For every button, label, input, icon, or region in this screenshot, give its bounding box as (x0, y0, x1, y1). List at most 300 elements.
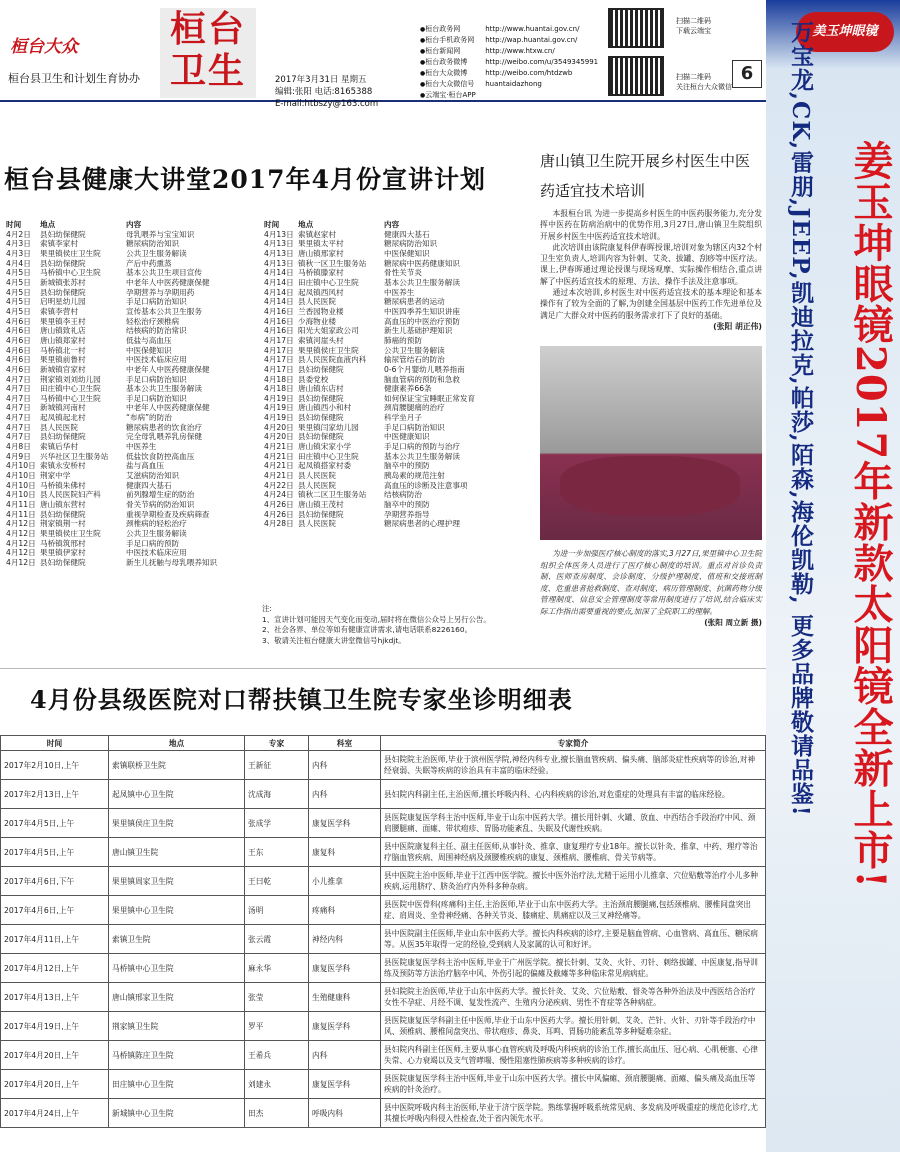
site-link-name: 云端宝·桓台APP (425, 91, 476, 99)
bullet-icon: ● (420, 26, 426, 33)
schedule-date: 4月21日 (264, 442, 294, 452)
schedule-date: 4月17日 (264, 355, 294, 365)
schedule-place: 马桥镇中心卫生院 (40, 393, 101, 403)
schedule-row (6, 558, 217, 568)
schedule-row (264, 326, 475, 336)
article-title: 唐山镇卫生院开展乡村医生中医药适宜技术培训 (540, 152, 751, 200)
schedule-topic: 公共卫生服务解读 (384, 345, 445, 355)
cell-department: 康复医学科 (309, 1012, 381, 1041)
schedule-date: 4月12日 (6, 529, 36, 538)
schedule-topic: 基本公共卫生项目宣传 (126, 268, 202, 278)
cell-expert: 王曰乾 (245, 867, 309, 896)
schedule-row (264, 278, 475, 288)
schedule-place: 果里镇伊家村 (40, 548, 86, 558)
schedule-date: 4月7日 (6, 403, 31, 413)
schedule-place: 唐山镇王茂村 (298, 500, 344, 510)
cell-place: 马桥镇中心卫生院 (109, 954, 245, 983)
schedule-place: 县妇幼保健院 (298, 509, 344, 519)
schedule-topic: 手足口病的预防与治疗 (384, 442, 460, 452)
schedule-date: 4月6日 (6, 335, 31, 345)
cell-place: 索镇联桥卫生院 (109, 751, 245, 780)
schedule-row (6, 442, 217, 452)
schedule-date: 4月7日 (6, 393, 31, 403)
schedule-topic: 中医技术临床应用 (126, 548, 187, 558)
schedule-date: 4月14日 (264, 287, 294, 297)
schedule-topic: 中老年人中医药健康保健 (126, 364, 210, 374)
schedule-date: 4月5日 (6, 277, 31, 287)
schedule-place: 果里镇闫家幼儿园 (298, 422, 359, 432)
schedule-date: 4月5日 (6, 306, 31, 316)
schedule-date: 4月11日 (6, 500, 36, 510)
schedule-place: 县妇幼保健院 (298, 364, 344, 374)
schedule-date: 4月26日 (264, 509, 294, 519)
schedule-date: 4月14日 (264, 268, 294, 278)
cell-profile: 县医院康复医学科副主任中医师,毕业于山东中医药大学。擅长用针刺、艾灸、芒针、火针、刃针等手段治疗中风、颈椎病、腰椎间盘突出、带状疱疹、鼻炎、耳鸣、胃肠功能紊乱等多种疑难杂症。 (381, 1012, 766, 1041)
schedule-place: 县妇幼保健院 (298, 413, 344, 423)
schedule-row (264, 297, 475, 307)
cell-department: 神经内科 (309, 925, 381, 954)
schedule-topic: 0-6个月婴幼儿喂养指南 (384, 364, 465, 374)
qr2-caption-line2: 关注桓台大众微信 (676, 83, 732, 91)
schedule-row (264, 307, 475, 317)
schedule-row (6, 500, 217, 510)
schedule-row (6, 297, 217, 307)
schedule-row (264, 288, 475, 298)
schedule-note: 注: (262, 604, 272, 613)
schedule-row (6, 336, 217, 346)
schedule-row (6, 230, 217, 240)
schedule-date: 4月6日 (6, 355, 31, 365)
schedule-place: 唐山镇东店村 (298, 384, 344, 394)
qr1-caption (676, 16, 711, 36)
schedule-place: 索镇李家村 (40, 239, 78, 249)
section-brand (160, 8, 256, 98)
schedule-date: 4月16日 (264, 316, 294, 326)
schedule-topic: 骨关节病的防治知识 (126, 500, 195, 510)
schedule-date: 4月12日 (6, 548, 36, 558)
cell-place: 果里镇周家卫生院 (109, 867, 245, 896)
schedule-topic: 重视孕期检查及疾病筛查 (126, 509, 210, 519)
schedule-row (6, 481, 217, 491)
schedule-place: 马桥镇筑邢村 (40, 538, 86, 548)
cell-department: 康复科 (309, 838, 381, 867)
schedule-row (6, 365, 217, 375)
site-link-row (420, 35, 598, 46)
schedule-topic: 糖尿病患者的饮食治疗 (126, 422, 202, 432)
schedule-date: 4月10日 (6, 480, 36, 490)
schedule-row (6, 375, 217, 385)
cell-department: 呼吸内科 (309, 1099, 381, 1128)
schedule-place: 启明星幼儿园 (40, 297, 86, 307)
cell-expert: 田杰 (245, 1099, 309, 1128)
issue-meta (275, 74, 378, 110)
cell-profile: 县妇院院主治医师,毕业于滨州医学院,神经内科专业,擅长脑血管疾病、偏头痛、脑部炎症性疾病等的诊治,对神经衰弱、失眠等疾病的诊治具有丰富的临床经验。 (381, 751, 766, 780)
site-link-name: 桓台政务微博 (425, 58, 468, 66)
cell-expert: 汤明 (245, 896, 309, 925)
schedule-topic: 脑血管病的预防和急救 (384, 374, 460, 384)
cell-expert: 刘建永 (245, 1070, 309, 1099)
schedule-place: 镇秋一区卫生服务站 (298, 258, 367, 268)
schedule-place: 阳光大姐家政公司 (298, 326, 359, 336)
schedule-date: 4月5日 (6, 297, 31, 307)
schedule-place: 马桥镇中心卫生院 (40, 268, 101, 278)
schedule-place: 果里镇侯庄卫生院 (298, 345, 359, 355)
col-header-expert: 专家 (245, 736, 309, 751)
schedule-date: 4月19日 (264, 413, 294, 423)
schedule-row (264, 317, 475, 327)
cell-expert: 王新征 (245, 751, 309, 780)
schedule-row (6, 307, 217, 317)
schedule-date: 4月7日 (6, 384, 31, 394)
schedule-date: 4月10日 (6, 471, 36, 481)
cell-department: 生殖健康科 (309, 983, 381, 1012)
schedule-title: 桓台县健康大讲堂2017年4月份宣讲计划 (4, 165, 486, 194)
schedule-topic: 前列腺增生症的防治 (126, 490, 195, 500)
editor-line: 编辑:张阳 电话:8165388 (275, 87, 373, 97)
table-row (1, 896, 766, 925)
schedule-row (264, 268, 475, 278)
schedule-date: 4月16日 (264, 306, 294, 316)
schedule-place: 县人民医院血液内科 (298, 355, 367, 365)
cell-profile: 县妇院院主治医师,毕业于山东中医药大学。擅长针灸、艾灸、穴位贴敷、督灸等各种外治法及中西医结合治疗女性不孕症、月经不调、复发性流产、生殖内分泌疾病、男性不育症等各种病症。 (381, 983, 766, 1012)
schedule-date: 4月9日 (6, 451, 31, 461)
schedule-row (6, 326, 217, 336)
cell-expert: 麻永华 (245, 954, 309, 983)
schedule-row (6, 249, 217, 259)
schedule-date: 4月13日 (264, 248, 294, 258)
cell-profile: 县妇院内科副主任,主治医师,擅长呼吸内科、心内科疾病的诊治,对危重症的处理具有丰富的临床经验。 (381, 780, 766, 809)
cell-place: 唐山镇卫生院 (109, 838, 245, 867)
article-byline: (张阳 胡正伟) (713, 321, 762, 331)
schedule-topic: 新生儿基础护理知识 (384, 326, 453, 336)
schedule-place: 县妇幼保健院 (40, 509, 86, 519)
schedule-row (6, 471, 217, 481)
schedule-date: 4月17日 (264, 364, 294, 374)
table-row (1, 838, 766, 867)
schedule-date: 4月5日 (6, 268, 31, 278)
schedule-place: 果里镇前鲁村 (40, 355, 86, 365)
schedule-place: 县妇幼保健院 (298, 393, 344, 403)
schedule-place: 唐山镇致礼店 (40, 326, 86, 336)
cell-department: 康复医学科 (309, 809, 381, 838)
article-paragraph: 本报桓台讯 为进一步提高乡村医生的中医药服务能力,充分发挥中医药在防病治病中的优势作用,3月27日,唐山镇卫生院组织开展乡村医生中医药适宜技术培训。 (540, 209, 762, 241)
schedule-topic: 盐与高血压 (126, 461, 164, 471)
cell-profile: 县医院中医骨科(疼痛科)主任,主治医师,毕业于山东中医药大学。主治颈肩腰腿痛,包括颈椎病、腰椎间盘突出症、肩周炎、坐骨神经痛、各种关节炎、膝痛症、肌痛症以及三叉神经痛等。 (381, 896, 766, 925)
schedule-row (264, 355, 475, 365)
bullet-icon: ● (420, 48, 426, 55)
cell-expert: 张成学 (245, 809, 309, 838)
table-row (1, 809, 766, 838)
schedule-topic: 手足口病的预防 (126, 538, 180, 548)
schedule-topic: 产后中药熏蒸 (126, 258, 172, 268)
caption-text: 为进一步加强医疗核心制度的落实,3月27日,果里镇中心卫生院组织全体医务人员进行了医疗核心制度的培训。重点对首诊负责制、医师查房制度、会诊制度、分级护理制度、值班和交接班制度、危重患者抢救制度、查对制度、病历管理制度、抗菌药物分级管理制度、信息安全管理制度等常用制度进行了培训,结合临床实际工作指出需要重视的要点,加深了全院职工的理解。 (540, 549, 762, 616)
bullet-icon: ● (420, 81, 426, 88)
caption-byline: (张阳 周立新 摄) (704, 618, 762, 627)
schedule-place: 镇秋二区卫生服务站 (298, 490, 367, 500)
site-link-name: 桓台大众微博 (425, 69, 468, 77)
paper-logo: 桓台大众 (10, 37, 78, 57)
schedule-row (264, 500, 475, 510)
cell-expert: 王东 (245, 838, 309, 867)
cell-time: 2017年4月5日,上午 (1, 838, 109, 867)
schedule-row (264, 432, 475, 442)
schedule-date: 4月12日 (6, 519, 36, 529)
schedule-row (6, 413, 217, 423)
qr2-caption (676, 72, 732, 92)
conference-table (560, 456, 740, 516)
schedule-row (264, 230, 475, 240)
schedule-topic: 轻松治疗颈椎病 (126, 316, 180, 326)
schedule-note: 1、宣讲计划可能因天气变化而变动,届时将在微信公众号上另行公告。 (262, 614, 491, 624)
brand-line-1: 桓台 (169, 8, 246, 50)
schedule-place: 田庄镇中心卫生院 (40, 384, 101, 394)
cell-time: 2017年4月20日,上午 (1, 1070, 109, 1099)
schedule-row (264, 259, 475, 269)
schedule-topic: 中医健康知识 (384, 432, 430, 442)
schedule-place: 起凤镇搭家村委 (298, 461, 352, 471)
cell-department: 小儿推拿 (309, 867, 381, 896)
cell-place: 果里镇中心卫生院 (109, 896, 245, 925)
cell-place: 索镇卫生院 (109, 925, 245, 954)
schedule-row (6, 259, 217, 269)
schedule-row (6, 452, 217, 462)
schedule-row (264, 375, 475, 385)
schedule-row (264, 452, 475, 462)
schedule-topic: 基本公共卫生服务解读 (384, 451, 460, 461)
schedule-date: 4月14日 (264, 277, 294, 287)
cell-expert: 王希兵 (245, 1041, 309, 1070)
schedule-topic: 手足口病防治知识 (126, 393, 187, 403)
schedule-place: 唐山镇郑家村 (40, 335, 86, 345)
schedule-row (264, 336, 475, 346)
schedule-date: 4月6日 (6, 364, 31, 374)
cell-time: 2017年4月5日,上午 (1, 809, 109, 838)
cell-time: 2017年4月6日,上午 (1, 896, 109, 925)
cell-time: 2017年4月13日,上午 (1, 983, 109, 1012)
site-link-url: huantaidazhong (485, 80, 542, 88)
cell-time: 2017年4月24日,上午 (1, 1099, 109, 1128)
schedule-topic: 中医保健知识 (126, 345, 172, 355)
schedule-date: 4月6日 (6, 345, 31, 355)
schedule-place: 县妇幼保健院 (40, 432, 86, 442)
schedule-place: 果里镇侯庄卫生院 (40, 529, 101, 538)
schedule-place: 唐山镇东营村 (40, 500, 86, 510)
cell-time: 2017年4月20日,上午 (1, 1041, 109, 1070)
schedule-date: 4月6日 (6, 316, 31, 326)
schedule-topic: 母乳喂养与宝宝知识 (126, 229, 195, 239)
schedule-date: 4月2日 (6, 229, 31, 239)
cell-profile: 县中医院主治中医师,毕业于江西中医学院。擅长中医外治疗法,尤精于运用小儿推拿、穴位贴敷等治疗小儿多种疾病,运用脐疗、脐灸治疗内外科多种杂病。 (381, 867, 766, 896)
schedule-topic: 健康四大基石 (384, 229, 430, 239)
article-paragraph: 此次培训由该院康复科伊春晖授课,培训对象为辖区内32个村卫生室负责人,培训内容为针刺、艾灸、拔罐、刮痧等中医疗法。课上,伊春晖通过理论授课与现场观摩、实际操作相结合,重点讲解了中医药适宜技术的原理、方法、操作手法及注意事项。 (540, 242, 762, 286)
cell-time: 2017年2月10日,上午 (1, 751, 109, 780)
schedule-date: 4月7日 (6, 422, 31, 432)
schedule-topic: 如何保证宝宝睡眠正常发育 (384, 393, 476, 403)
schedule-note: 2、社会各界、单位等如有健康宣讲需求,请电话联系8226160。 (262, 625, 472, 634)
schedule-row (264, 442, 475, 452)
cell-time: 2017年4月6日,下午 (1, 867, 109, 896)
schedule-place: 索镇李营村 (40, 306, 78, 316)
cell-place: 新城镇中心卫生院 (109, 1099, 245, 1128)
schedule-place: 县人民医院 (298, 519, 336, 529)
cell-profile: 县中医院康复科主任、副主任医师,从事针灸、推拿、康复理疗专业18年。擅长以针灸、推拿、中药、理疗等治疗脑血管疾病、周围神经病及颈腰椎疾病的康复、颈椎病、腰椎病、骨关节病等。 (381, 838, 766, 867)
article-paragraph: 通过本次培训,乡村医生对中医药适宜技术的基本理论和基本操作有了较为全面的了解,为创建全国基层中医药工作先进单位及满足广大群众对中医药的服务需求打下了良好的基础。 (540, 288, 762, 320)
site-link-url: http://www.huantai.gov.cn/ (485, 25, 580, 33)
site-link-name: 桓台大众微信号 (425, 80, 475, 88)
schedule-place: 果里镇侯庄卫生院 (40, 248, 101, 258)
cell-place: 荆家镇卫生院 (109, 1012, 245, 1041)
table-row (1, 983, 766, 1012)
schedule-place: 唐山镇西小和村 (298, 403, 352, 413)
schedule-topic: 科学坐月子 (384, 413, 422, 423)
schedule-row (264, 519, 475, 529)
schedule-topic: 中老年人中医药健康保健 (126, 277, 210, 287)
schedule-date: 4月21日 (264, 461, 294, 471)
schedule-header-row (6, 220, 217, 230)
schedule-place: 马桥镇朱佛村 (40, 480, 86, 490)
schedule-date: 4月26日 (264, 500, 294, 510)
cell-expert: 张云霞 (245, 925, 309, 954)
cell-place: 马桥镇陈庄卫生院 (109, 1041, 245, 1070)
schedule-topic: 中医技术临床应用 (126, 355, 187, 365)
schedule-date: 4月7日 (6, 432, 31, 442)
site-link-url: http://weibo.com/htdzwb (485, 69, 573, 77)
schedule-row (264, 510, 475, 520)
table-row (1, 751, 766, 780)
site-link-url: http://weibo.com/u/3549345991 (485, 58, 599, 66)
schedule-topic: 孕期营养与孕期用药 (126, 287, 195, 297)
schedule-date: 4月3日 (6, 239, 31, 249)
schedule-topic: 糖尿病中医药健康知识 (384, 258, 460, 268)
schedule-topic: 基本公共卫生服务解读 (126, 384, 202, 394)
schedule-date: 4月7日 (6, 374, 31, 384)
schedule-topic: 孕期营养指导 (384, 509, 430, 519)
article-body (540, 208, 762, 332)
schedule-topic: 手足口病防治知识 (126, 374, 187, 384)
schedule-place: 起凤镇西风村 (298, 287, 344, 297)
schedule-date: 4月21日 (264, 471, 294, 481)
schedule-row (6, 239, 217, 249)
schedule-topic: 颈椎病的轻松治疗 (126, 519, 187, 529)
cell-profile: 县医院康复医学科主治中医师,毕业于广州医学院。擅长针刺、艾灸、火针、刃针、刺络拔罐、中医康复,指导训练及预防等方法治疗脑卒中风、外伤引起的偏瘫及截瘫等多种临床常见病病症。 (381, 954, 766, 983)
schedule-place: 县妇幼保健院 (298, 432, 344, 442)
cell-expert: 罗平 (245, 1012, 309, 1041)
schedule-date: 4月20日 (264, 432, 294, 442)
schedule-row (6, 355, 217, 365)
brand-line-2: 卫生 (169, 50, 246, 92)
schedule-row (264, 346, 475, 356)
ad-logo: 美玉坤眼镜 (796, 12, 894, 52)
schedule-row (264, 239, 475, 249)
schedule-left-column (6, 220, 217, 568)
schedule-place: 兰香园物业楼 (298, 306, 344, 316)
schedule-row (6, 317, 217, 327)
section-divider (0, 668, 766, 669)
cell-time: 2017年4月11日,上午 (1, 925, 109, 954)
site-link-row (420, 68, 598, 79)
cell-profile: 县中医院呼吸内科主治医师,毕业于济宁医学院。熟练掌握呼吸系统常见病、多发病及呼吸重症的规范化诊疗,尤其擅长呼吸内科侵入性检查,处于省内领先水平。 (381, 1099, 766, 1128)
schedule-topic: 糖尿病防治知识 (126, 239, 180, 249)
schedule-header-row (264, 220, 475, 230)
schedule-topic: 肺癌的预防 (384, 335, 422, 345)
training-photo (540, 346, 762, 540)
schedule-place: 田庄镇中心卫生院 (298, 451, 359, 461)
schedule-place: 新城镇河南村 (40, 403, 86, 413)
schedule-topic: 中医保健知识 (384, 248, 430, 258)
schedule-topic: 骨性关节炎 (384, 268, 422, 278)
schedule-place: 索镇河崖头村 (298, 335, 344, 345)
schedule-row (6, 432, 217, 442)
qr2-caption-line1: 扫描二维码 (676, 73, 711, 81)
schedule-row (6, 278, 217, 288)
schedule-topic: 颈肩腰腿痛的治疗 (384, 403, 445, 413)
schedule-topic: 健康素养66条 (384, 384, 432, 394)
schedule-place: 果里镇李王村 (40, 316, 86, 326)
cell-profile: 县妇院内科副主任医师,主要从事心血管疾病及呼吸内科疾病的诊治工作,擅长高血压、冠心病、心肌梗塞、心律失常、心力衰竭以及支气管哮喘、慢性阻塞性肺疾病等多种疾病的诊疗。 (381, 1041, 766, 1070)
schedule-row (6, 423, 217, 433)
table-row (1, 954, 766, 983)
schedule-note: 3、敬请关注桓台健康大讲堂微信号hjkdjt。 (262, 635, 406, 645)
table-row (1, 925, 766, 954)
schedule-date: 4月11日 (6, 509, 36, 519)
schedule-row (6, 384, 217, 394)
table-row (1, 1041, 766, 1070)
schedule-row (6, 539, 217, 549)
site-link-row (420, 57, 598, 68)
schedule-place: 唐山镇邢家村 (298, 248, 344, 258)
schedule-place: 起凤镇起北村 (40, 413, 86, 423)
schedule-date: 4月6日 (6, 326, 31, 336)
schedule-place: 县妇幼保健院 (40, 557, 86, 567)
schedule-date: 4月13日 (264, 239, 294, 249)
schedule-topic: 输尿管结石的防治 (384, 355, 445, 365)
col-header-department: 科室 (309, 736, 381, 751)
site-link-name: 桓台政务网 (425, 25, 461, 33)
schedule-topic: “布病”的防治 (126, 413, 172, 423)
schedule-row (264, 461, 475, 471)
schedule-header-cell: 时间 (6, 220, 22, 229)
site-link-url: http://wap.huantai.gov.cn/ (485, 36, 578, 44)
qr1-caption-line2: 下载云端宝 (676, 27, 711, 35)
schedule-topic: 糖尿病防治知识 (384, 239, 438, 249)
schedule-place: 新城镇张苏村 (40, 277, 86, 287)
schedule-place: 县人民医院 (298, 297, 336, 307)
schedule-place: 县妇幼保健院 (40, 258, 86, 268)
schedule-date: 4月14日 (264, 297, 294, 307)
schedule-row (6, 529, 217, 539)
schedule-header-cell: 内容 (126, 220, 142, 229)
schedule-row (264, 384, 475, 394)
schedule-topic: 糖尿病患者的心理护理 (384, 519, 460, 529)
schedule-place: 果里镇太平村 (298, 239, 344, 249)
cell-place: 果里镇侯庄卫生院 (109, 809, 245, 838)
schedule-topic: 高血压的中医治疗预防 (384, 316, 460, 326)
cell-department: 内科 (309, 1041, 381, 1070)
table-header-row (1, 736, 766, 751)
schedule-date: 4月12日 (6, 557, 36, 567)
schedule-topic: 结核病的防治常识 (126, 326, 187, 336)
schedule-date: 4月10日 (6, 461, 36, 471)
schedule-place: 田庄镇中心卫生院 (298, 277, 359, 287)
schedule-date: 4月4日 (6, 258, 31, 268)
schedule-topic: 公共卫生服务解读 (126, 248, 187, 258)
table-row (1, 780, 766, 809)
schedule-date: 4月19日 (264, 393, 294, 403)
masthead (0, 0, 766, 109)
schedule-row (264, 471, 475, 481)
schedule-date: 4月17日 (264, 335, 294, 345)
schedule-date: 4月13日 (264, 258, 294, 268)
